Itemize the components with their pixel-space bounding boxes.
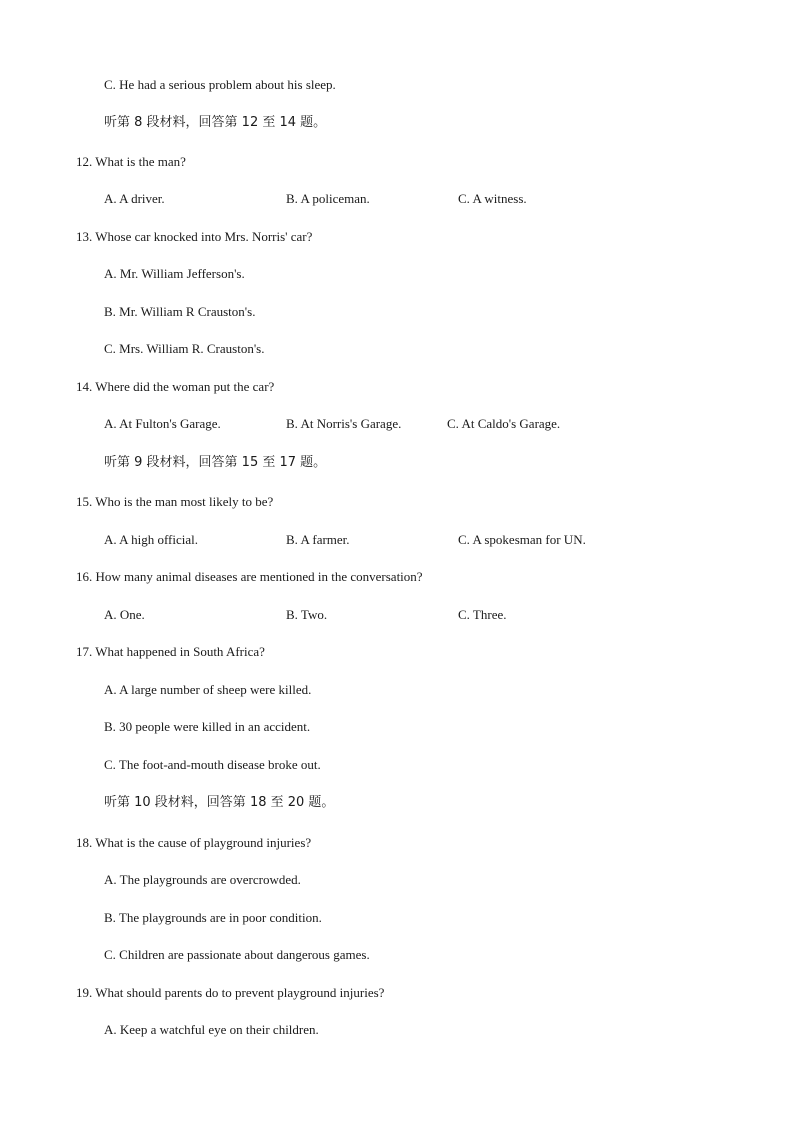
q15-option-a: A. A high official. xyxy=(104,532,199,547)
section-8-instruction: 听第 8 段材料，回答第 12 至 14 题。 xyxy=(104,115,327,130)
q12-option-b: B. A policeman. xyxy=(286,191,370,206)
q19-option-a: A. Keep a watchful eye on their children. xyxy=(104,1022,319,1037)
q11-option-c: C. He had a serious problem about his sleep. xyxy=(104,77,336,92)
q17-option-c: C. The foot-and-mouth disease broke out. xyxy=(104,757,321,772)
q12-option-c: C. A witness. xyxy=(458,191,527,206)
q16-option-c: C. Three. xyxy=(458,607,507,622)
q17-option-b: B. 30 people were killed in an accident. xyxy=(104,719,311,734)
q18-option-c: C. Children are passionate about dangerous games. xyxy=(104,947,370,962)
q18-option-b: B. The playgrounds are in poor condition. xyxy=(104,910,322,925)
q13-option-b: B. Mr. William R Crauston's. xyxy=(104,304,256,319)
q18-option-a: A. The playgrounds are overcrowded. xyxy=(104,872,301,887)
question-15: 15. Who is the man most likely to be? xyxy=(76,494,274,509)
question-14: 14. Where did the woman put the car? xyxy=(76,379,275,394)
q16-option-b: B. Two. xyxy=(286,607,328,622)
q13-option-a: A. Mr. William Jefferson's. xyxy=(104,266,245,281)
q15-option-b: B. A farmer. xyxy=(286,532,350,547)
q13-option-c: C. Mrs. William R. Crauston's. xyxy=(104,341,265,356)
question-17: 17. What happened in South Africa? xyxy=(76,644,265,659)
section-10-instruction: 听第 10 段材料，回答第 18 至 20 题。 xyxy=(104,795,335,810)
question-18: 18. What is the cause of playground injuries? xyxy=(76,835,312,850)
q14-option-b: B. At Norris's Garage. xyxy=(286,416,402,431)
q14-option-a: A. At Fulton's Garage. xyxy=(104,416,221,431)
q14-option-c: C. At Caldo's Garage. xyxy=(447,416,561,431)
q16-option-a: A. One. xyxy=(104,607,145,622)
q15-option-c: C. A spokesman for UN. xyxy=(458,532,586,547)
q12-option-a: A. A driver. xyxy=(104,191,165,206)
question-19: 19. What should parents do to prevent playground injuries? xyxy=(76,985,385,1000)
question-13: 13. Whose car knocked into Mrs. Norris' car? xyxy=(76,229,313,244)
question-12: 12. What is the man? xyxy=(76,154,186,169)
question-16: 16. How many animal diseases are mentioned in the conversation? xyxy=(76,569,423,584)
section-9-instruction: 听第 9 段材料，回答第 15 至 17 题。 xyxy=(104,455,327,470)
q17-option-a: A. A large number of sheep were killed. xyxy=(104,682,312,697)
